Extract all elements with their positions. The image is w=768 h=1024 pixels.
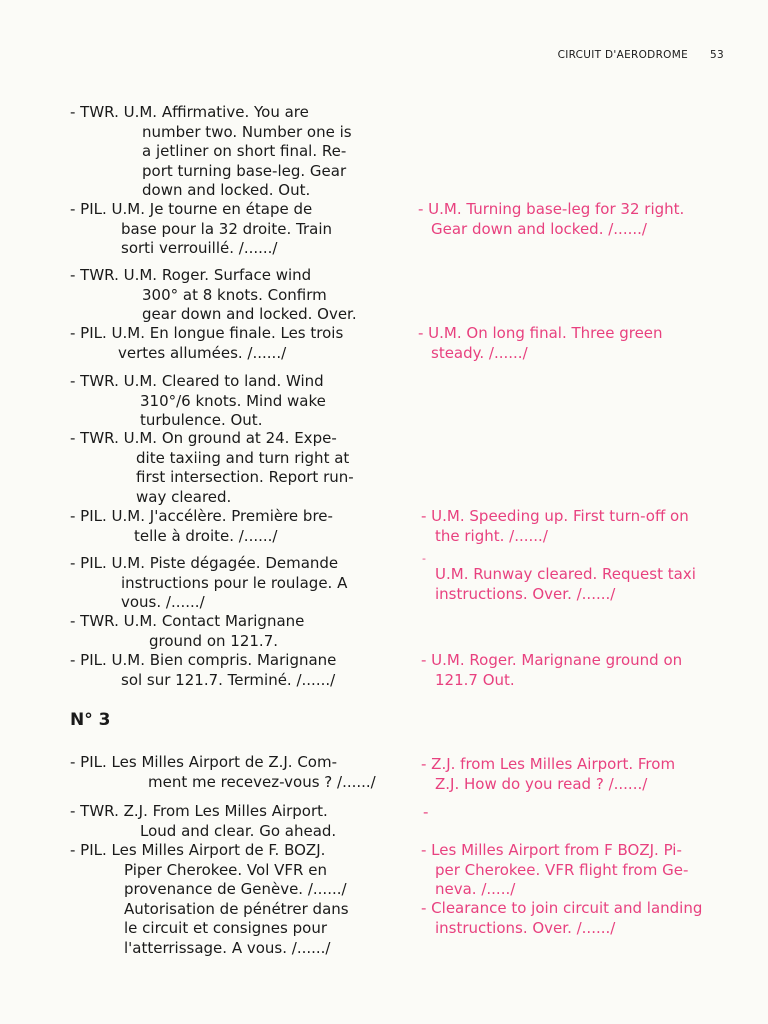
- text-line: Z.J. How do you read ? /....../: [435, 774, 648, 793]
- translation-entry: [418, 755, 730, 794]
- text-line: - U.M. On long final. Three green: [418, 324, 663, 342]
- text-line: - PIL. Les Milles Airport de Z.J. Com-: [70, 753, 338, 771]
- text-line: first intersection. Report run-: [136, 468, 354, 487]
- text-line: per Cherokee. VFR flight from Ge-: [435, 860, 689, 879]
- text-line: - PIL. U.M. Piste dégagée. Demande: [70, 554, 339, 572]
- text-line: - TWR. U.M. Cleared to land. Wind: [70, 372, 324, 390]
- dialogue-entry: [70, 372, 375, 431]
- text-line: a jetliner on short final. Re-: [142, 142, 347, 161]
- text-line: turbulence. Out.: [140, 411, 263, 430]
- text-line: l'atterrissage. A vous. /....../: [124, 938, 331, 957]
- text-line: steady. /....../: [431, 343, 528, 362]
- dialogue-entry: [70, 266, 375, 325]
- text-line: instructions. Over. /....../: [435, 584, 616, 603]
- text-line: Piper Cherokee. Vol VFR en: [124, 860, 327, 879]
- dialogue-entry: [70, 841, 375, 959]
- text-line: - U.M. Turning base-leg for 32 right.: [418, 200, 685, 218]
- dialogue-entry: [70, 324, 375, 363]
- text-line: port turning base-leg. Gear: [142, 161, 347, 180]
- text-line: ground on 121.7.: [149, 631, 279, 650]
- text-line: base pour la 32 droite. Train: [121, 219, 332, 238]
- text-line: - Z.J. from Les Milles Airport. From: [421, 755, 676, 773]
- section-title: N° 3: [70, 710, 111, 730]
- text-line: 310°/6 knots. Mind wake: [140, 391, 326, 410]
- text-line: - U.M. Speeding up. First turn-off on: [421, 507, 689, 525]
- text-line: Loud and clear. Go ahead.: [140, 821, 337, 840]
- header-title: CIRCUIT D'AERODROME: [557, 49, 689, 61]
- translation-entry: [418, 803, 730, 823]
- text-line: - Clearance to join circuit and landing: [421, 899, 703, 917]
- translation-entry: [418, 507, 730, 546]
- translation-entry: [418, 553, 730, 604]
- dialogue-entry: [70, 103, 375, 201]
- text-line: - TWR. Z.J. From Les Milles Airport.: [70, 802, 328, 820]
- text-line: sol sur 121.7. Terminé. /....../: [121, 670, 336, 689]
- text-line: - PIL. U.M. J'accélère. Première bre-: [70, 507, 333, 525]
- text-line: dite taxiing and turn right at: [136, 448, 350, 467]
- dialogue-entry: [70, 753, 375, 792]
- text-line: number two. Number one is: [142, 122, 352, 141]
- running-header: [558, 49, 724, 61]
- translation-entry: [418, 200, 730, 239]
- text-line: instructions. Over. /....../: [435, 918, 616, 937]
- text-line: -: [422, 552, 426, 565]
- translation-entry: [418, 324, 730, 363]
- text-line: vertes allumées. /....../: [118, 343, 287, 362]
- translation-entry: [418, 899, 730, 938]
- dialogue-entry: [70, 429, 375, 507]
- text-line: - PIL. U.M. Je tourne en étape de: [70, 200, 313, 218]
- text-line: - PIL. U.M. En longue finale. Les trois: [70, 324, 344, 342]
- dialogue-entry: [70, 554, 375, 613]
- text-line: neva. /...../: [435, 880, 516, 899]
- dialogue-entry: [70, 200, 375, 259]
- text-line: - U.M. Roger. Marignane ground on: [421, 651, 683, 669]
- text-line: - TWR. U.M. Contact Marignane: [70, 612, 305, 630]
- text-line: vous. /....../: [121, 593, 205, 612]
- text-line: sorti verrouillé. /....../: [121, 239, 278, 258]
- text-line: le circuit et consignes pour: [124, 919, 327, 938]
- text-line: provenance de Genève. /....../: [124, 880, 347, 899]
- dialogue-entry: [70, 802, 375, 841]
- text-line: down and locked. Out.: [142, 181, 311, 200]
- text-line: - Les Milles Airport from F BOZJ. Pi-: [421, 841, 682, 859]
- text-line: ment me recevez-vous ? /....../: [148, 772, 376, 791]
- text-line: instructions pour le roulage. A: [121, 573, 348, 592]
- translation-entry: [418, 841, 730, 900]
- text-line: telle à droite. /....../: [134, 526, 278, 545]
- text-line: gear down and locked. Over.: [142, 305, 357, 324]
- dialogue-entry: [70, 651, 375, 690]
- text-line: 300° at 8 knots. Confirm: [142, 285, 327, 304]
- text-line: - PIL. Les Milles Airport de F. BOZJ.: [70, 841, 326, 859]
- text-line: - TWR. U.M. On ground at 24. Expe-: [70, 429, 337, 447]
- text-line: Gear down and locked. /....../: [431, 219, 647, 238]
- text-line: U.M. Runway cleared. Request taxi: [435, 565, 696, 583]
- text-line: 121.7 Out.: [435, 670, 515, 689]
- text-line: - PIL. U.M. Bien compris. Marignane: [70, 651, 337, 669]
- text-line: - TWR. U.M. Affirmative. You are: [70, 103, 309, 121]
- translation-entry: [418, 651, 730, 690]
- dialogue-entry: [70, 507, 375, 546]
- text-line: -: [423, 803, 429, 821]
- text-line: Autorisation de pénétrer dans: [124, 899, 349, 918]
- dialogue-entry: [70, 612, 375, 651]
- text-line: - TWR. U.M. Roger. Surface wind: [70, 266, 312, 284]
- text-line: way cleared.: [136, 487, 232, 506]
- text-line: the right. /....../: [435, 526, 548, 545]
- page-number: 53: [710, 49, 724, 61]
